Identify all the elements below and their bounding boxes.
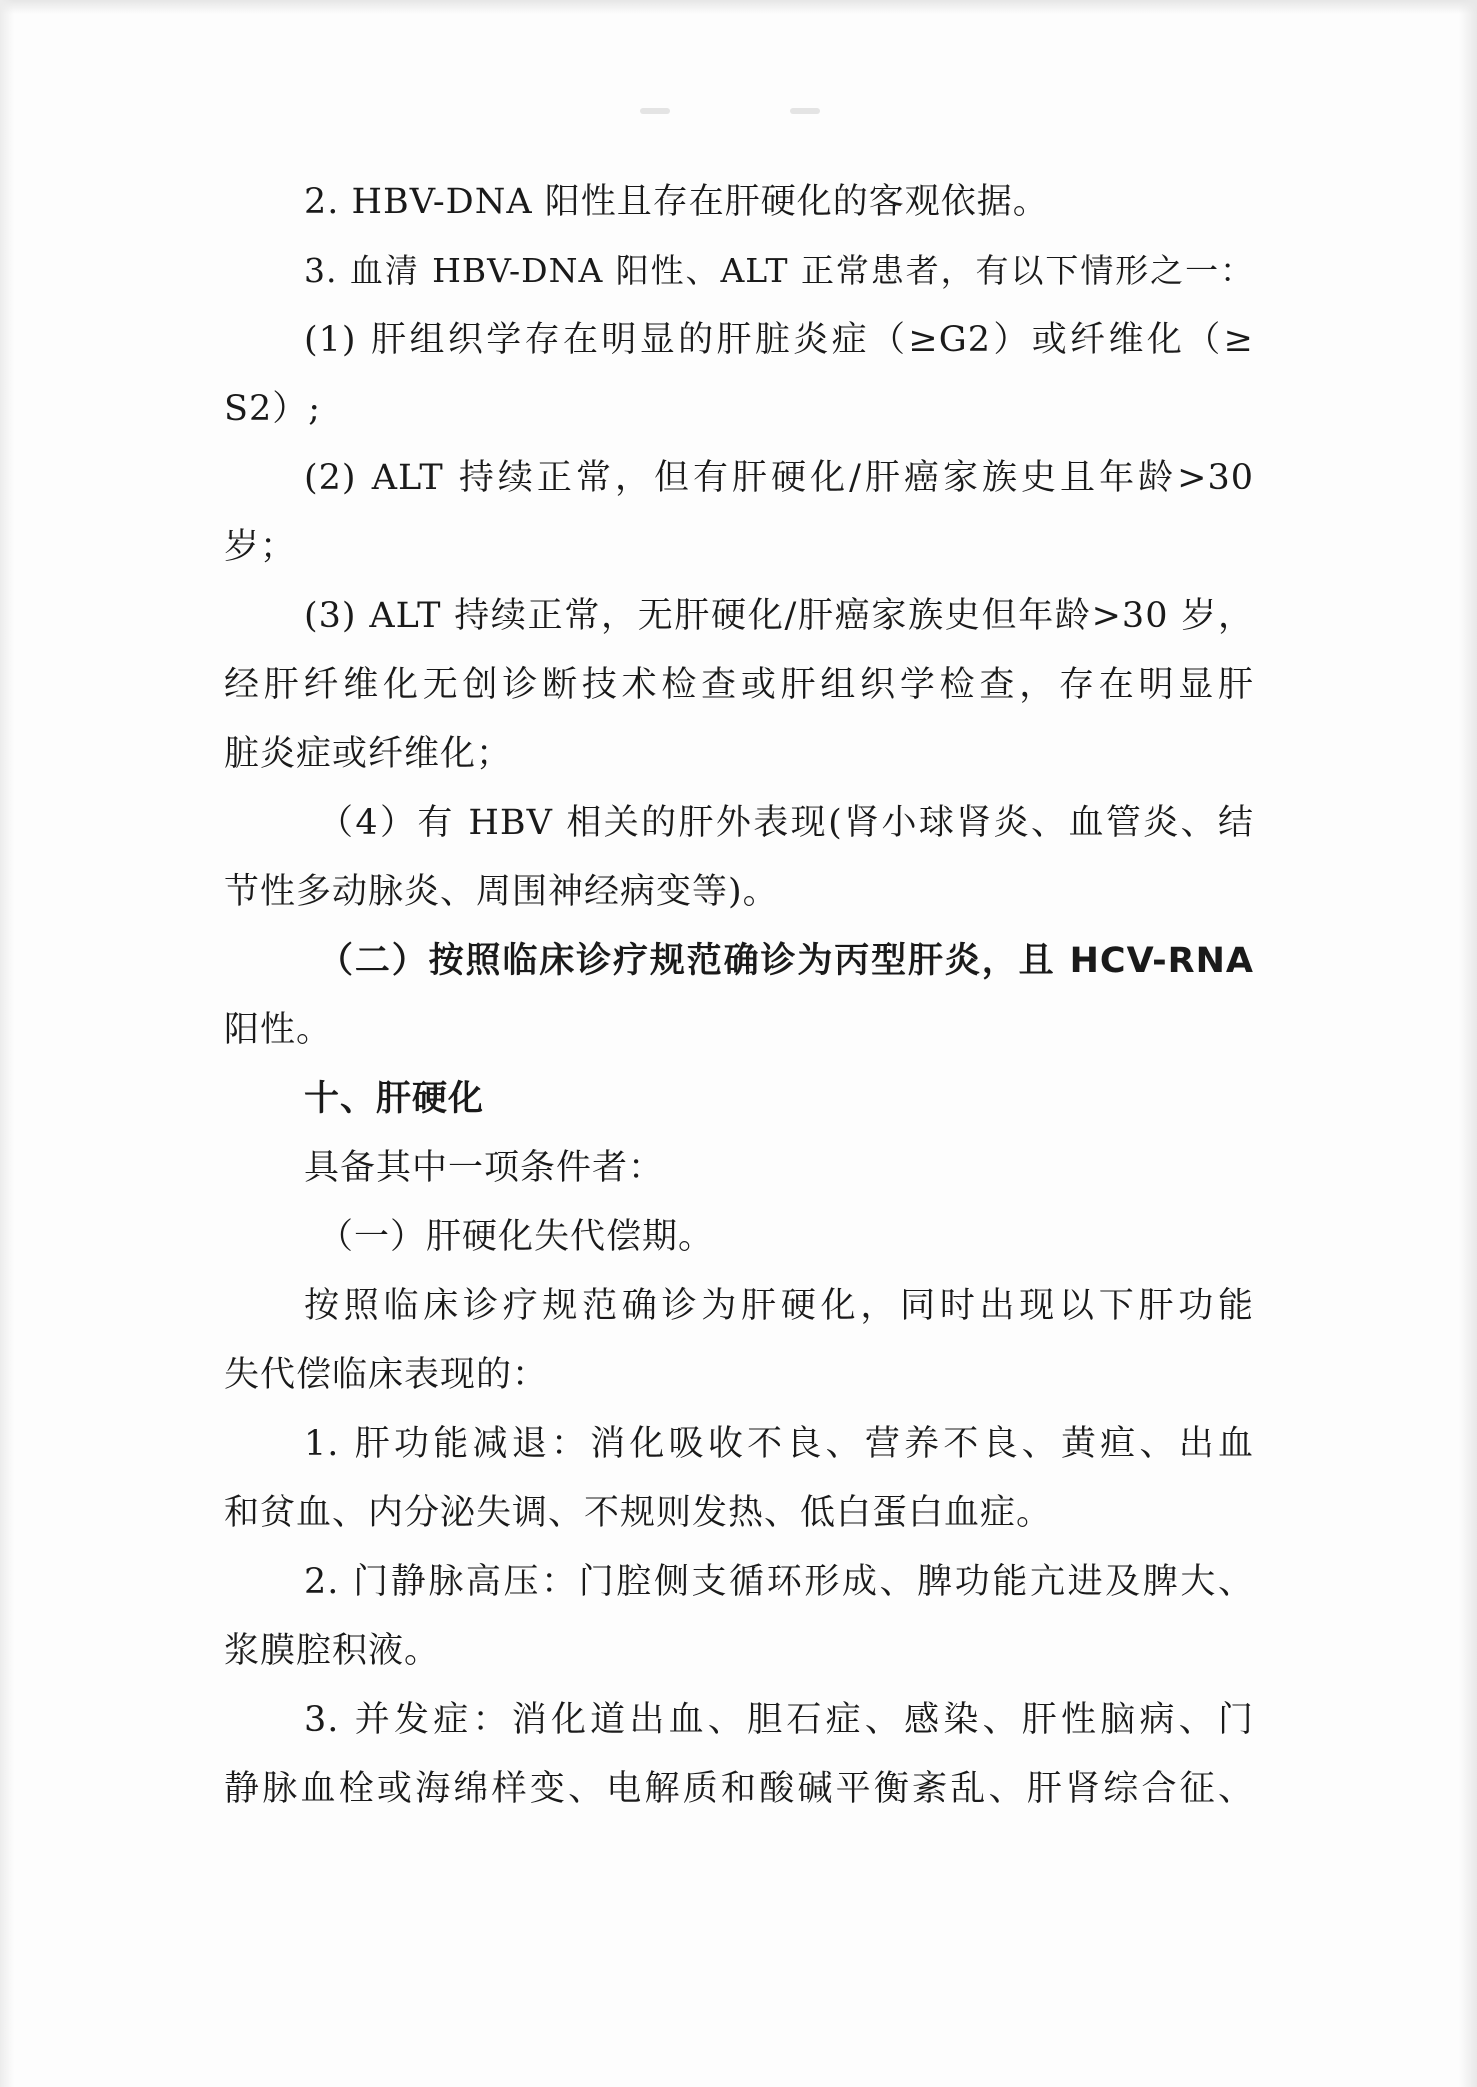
text-line: 失代偿临床表现的： bbox=[224, 1355, 549, 1395]
text-line: 3. 并发症：消化道出血、胆石症、感染、肝性脑病、门 bbox=[304, 1700, 1254, 1740]
text-line: 静脉血栓或海绵样变、电解质和酸碱平衡紊乱、肝肾综合征、 bbox=[224, 1769, 1254, 1809]
text-line: 浆膜腔积液。 bbox=[224, 1631, 441, 1671]
text-line: 经肝纤维化无创诊断技术检查或肝组织学检查，存在明显肝 bbox=[224, 665, 1254, 705]
text-line: (3) ALT 持续正常，无肝硬化/肝癌家族史但年龄>30 岁， bbox=[304, 596, 1254, 636]
text-line: 岁； bbox=[224, 527, 297, 567]
text-line: 3. 血清 HBV-DNA 阳性、ALT 正常患者，有以下情形之一： bbox=[304, 251, 1254, 290]
text-line: 按照临床诊疗规范确诊为肝硬化，同时出现以下肝功能 bbox=[304, 1286, 1254, 1326]
text-line: 2. HBV-DNA 阳性且存在肝硬化的客观依据。 bbox=[304, 182, 1049, 222]
text-line: 2. 门静脉高压：门腔侧支循环形成、脾功能亢进及脾大、 bbox=[304, 1562, 1254, 1602]
subsection-heading: （一）肝硬化失代偿期。 bbox=[318, 1217, 715, 1257]
text-line: 1. 肝功能减退：消化吸收不良、营养不良、黄疸、出血 bbox=[304, 1424, 1254, 1464]
text-line: S2）; bbox=[224, 389, 322, 429]
text-line: 节性多动脉炎、周围神经病变等)。 bbox=[224, 872, 779, 912]
chapter-heading: 十、肝硬化 bbox=[304, 1079, 485, 1119]
scan-shadow-right bbox=[1459, 0, 1477, 2087]
text-line: 和贫血、内分泌失调、不规则发热、低白蛋白血症。 bbox=[224, 1493, 1053, 1533]
section-heading: （二）按照临床诊疗规范确诊为丙型肝炎，且 HCV-RNA bbox=[318, 941, 1254, 981]
scan-speck bbox=[640, 108, 670, 114]
text-line: 阳性。 bbox=[224, 1010, 333, 1050]
text-line: (2) ALT 持续正常，但有肝硬化/肝癌家族史且年龄>30 bbox=[304, 458, 1254, 498]
scan-shadow-left bbox=[0, 0, 14, 2087]
text-line: (1) 肝组织学存在明显的肝脏炎症（≥G2）或纤维化（≥ bbox=[304, 320, 1254, 360]
scan-speck bbox=[790, 108, 820, 114]
scan-shadow-top bbox=[0, 0, 1477, 14]
text-line: 脏炎症或纤维化； bbox=[224, 734, 513, 774]
text-line: （4）有 HBV 相关的肝外表现(肾小球肾炎、血管炎、结 bbox=[318, 803, 1254, 843]
text-line: 具备其中一项条件者： bbox=[304, 1148, 665, 1188]
